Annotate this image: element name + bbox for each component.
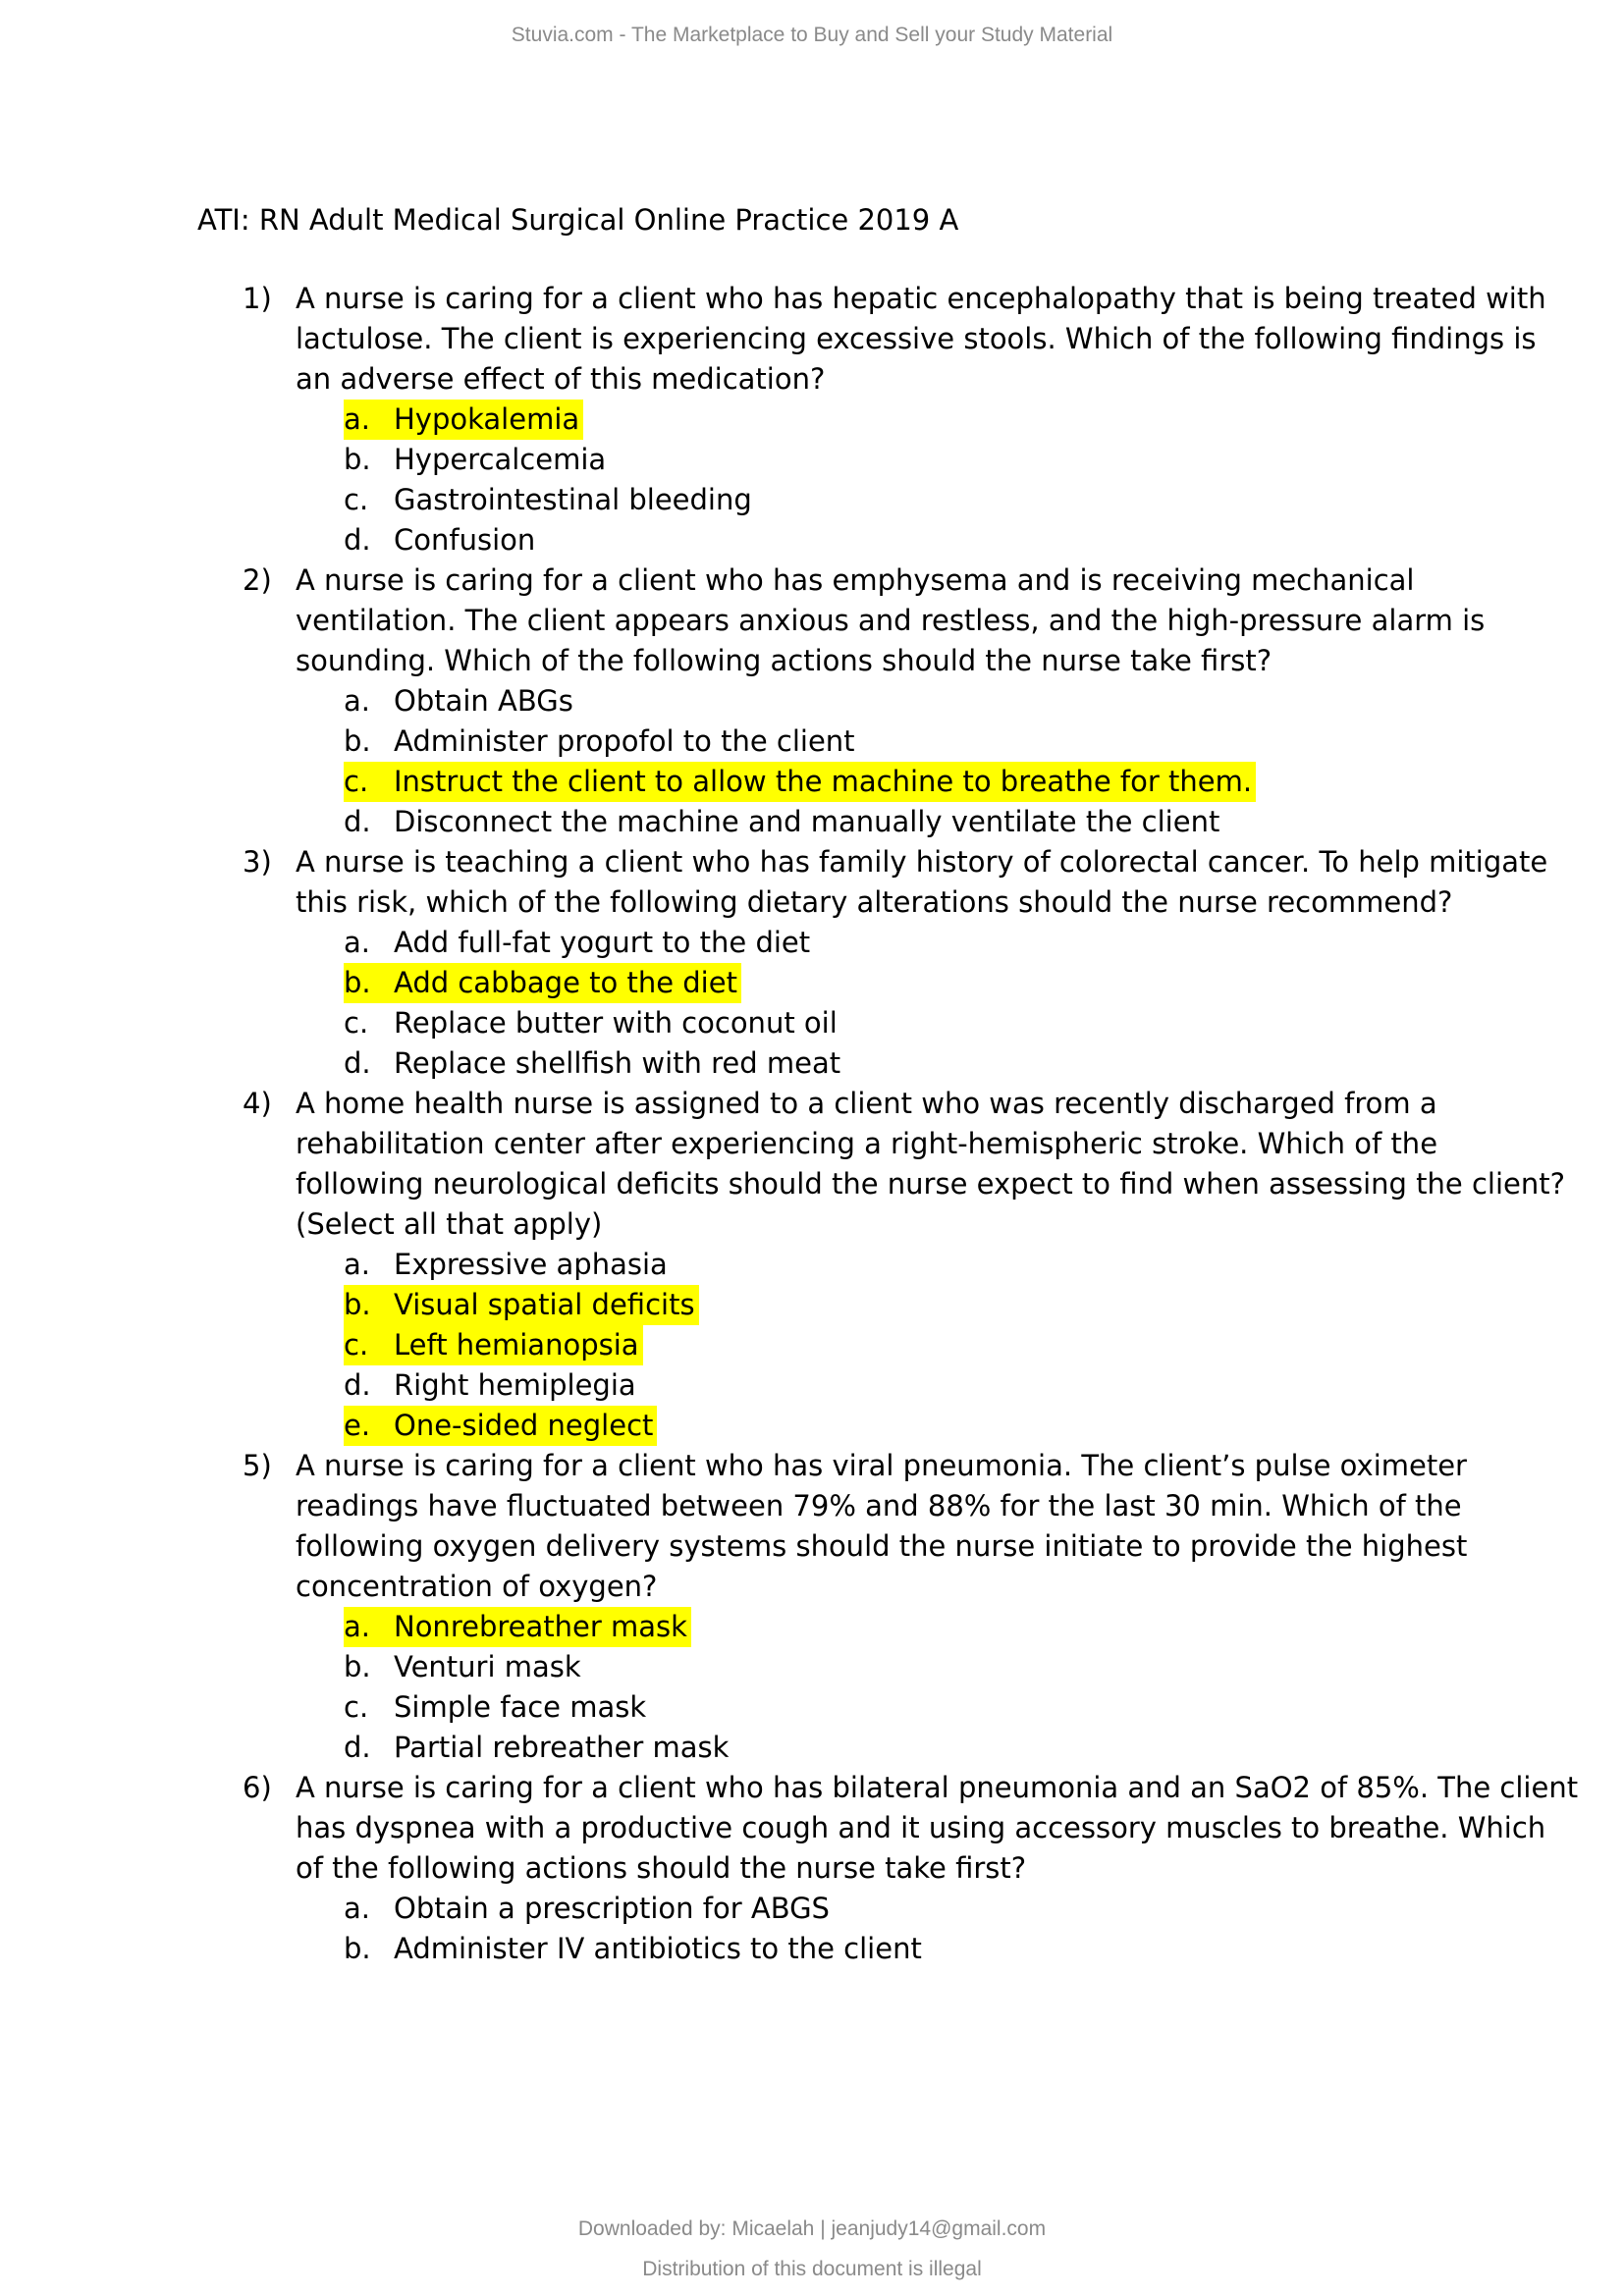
answer-option [0, 1245, 1624, 1285]
answer-options [0, 681, 1624, 842]
answer-option-body [344, 440, 610, 480]
answer-option-letter: b. [344, 1932, 371, 1965]
answer-option-text: Obtain ABGs [394, 684, 573, 718]
question-number: 5) [243, 1449, 272, 1482]
answer-option-highlighted [0, 1325, 1624, 1365]
question-stem-line: A nurse is caring for a client who has emphysema and is receiving mechanical [296, 563, 1415, 597]
answer-options [0, 923, 1624, 1084]
question-stem [296, 279, 1546, 400]
answer-option-text: Partial rebreather mask [394, 1731, 730, 1764]
answer-options [0, 1245, 1624, 1446]
answer-option-body [344, 681, 577, 721]
answer-option-text: One-sided neglect [394, 1409, 654, 1442]
answer-option-letter: d. [344, 805, 371, 838]
answer-option [0, 1728, 1624, 1768]
answer-option-body [344, 802, 1223, 842]
question-number: 2) [243, 563, 272, 597]
question-stem-line: concentration of oxygen? [296, 1570, 658, 1603]
answer-option-highlighted [0, 1285, 1624, 1325]
question-3 [0, 842, 1624, 1084]
answer-option-letter: a. [344, 1248, 370, 1281]
question-number: 6) [243, 1771, 272, 1804]
question-stem-line: following oxygen delivery systems should the nurse initiate to provide the highest [296, 1529, 1468, 1563]
question-stem-line: this risk, which of the following dietary alterations should the nurse recommend? [296, 885, 1453, 919]
answer-option-body [344, 1245, 672, 1285]
answer-option [0, 1647, 1624, 1687]
answer-option-text: Simple face mask [394, 1690, 647, 1724]
question-2 [0, 561, 1624, 842]
answer-option-text: Expressive aphasia [394, 1248, 668, 1281]
answer-option [0, 1365, 1624, 1406]
question-stem-line: readings have fluctuated between 79% and 88% for the last 30 min. Which of the [296, 1489, 1462, 1522]
question-stem-line: of the following actions should the nurse take first? [296, 1851, 1027, 1885]
answer-option-letter: b. [344, 443, 371, 476]
answer-option-highlighted [0, 963, 1624, 1003]
answer-option-letter: a. [344, 926, 370, 959]
answer-option-body [344, 1647, 585, 1687]
answer-option-body [344, 520, 539, 561]
answer-option-letter: a. [344, 402, 370, 436]
answer-option-body [344, 1365, 640, 1406]
answer-option-letter: c. [344, 483, 369, 516]
answer-option-text: Replace butter with coconut oil [394, 1006, 838, 1040]
answer-option-letter: a. [344, 684, 370, 718]
answer-option-body [344, 1929, 926, 1969]
answer-option-body [344, 1687, 650, 1728]
question-stem [296, 842, 1548, 923]
answer-option [0, 480, 1624, 520]
answer-option-body [344, 400, 583, 440]
answer-option-text: Right hemiplegia [394, 1368, 636, 1402]
answer-option-text: Obtain a prescription for ABGS [394, 1892, 830, 1925]
answer-option [0, 440, 1624, 480]
answer-option-body [344, 480, 756, 520]
question-stem-line: (Select all that apply) [296, 1207, 603, 1241]
footer-downloaded-by: Downloaded by: Micaelah | jeanjudy14@gmail.com [577, 2217, 1047, 2240]
answer-option-highlighted [0, 1607, 1624, 1647]
footer-distribution-notice: Distribution of this document is illegal [642, 2258, 982, 2280]
answer-option-text: Left hemianopsia [394, 1328, 639, 1362]
question-stem-line: A home health nurse is assigned to a client who was recently discharged from a [296, 1087, 1437, 1120]
answer-option-letter: c. [344, 1690, 369, 1724]
question-stem [296, 1768, 1579, 1889]
answer-options [0, 400, 1624, 561]
question-stem-line: following neurological deficits should the nurse expect to find when assessing the client? [296, 1167, 1566, 1201]
answer-option-letter: d. [344, 1046, 371, 1080]
answer-option-text: Hypokalemia [394, 402, 580, 436]
answer-option-highlighted [0, 400, 1624, 440]
answer-option-letter: c. [344, 1328, 369, 1362]
question-stem-line: A nurse is caring for a client who has hepatic encephalopathy that is being treated with [296, 282, 1546, 315]
answer-option [0, 1003, 1624, 1043]
answer-option-text: Administer IV antibiotics to the client [394, 1932, 922, 1965]
answer-option-body [344, 1043, 844, 1084]
question-list [0, 279, 1624, 1969]
answer-option [0, 802, 1624, 842]
question-stem-line: A nurse is caring for a client who has viral pneumonia. The client’s pulse oximeter [296, 1449, 1467, 1482]
question-5 [0, 1446, 1624, 1768]
answer-option-body [344, 1003, 841, 1043]
answer-option-text: Gastrointestinal bleeding [394, 483, 752, 516]
question-stem [296, 561, 1489, 681]
answer-option-letter: b. [344, 1650, 371, 1683]
answer-option-letter: c. [344, 1006, 369, 1040]
stuvia-header-banner: Stuvia.com - The Marketplace to Buy and Sell your Study Material [511, 24, 1113, 46]
answer-option-text: Visual spatial deficits [394, 1288, 695, 1321]
question-number: 4) [243, 1087, 272, 1120]
answer-option-body [344, 721, 859, 762]
answer-option-text: Replace shellfish with red meat [394, 1046, 841, 1080]
question-stem-line: has dyspnea with a productive cough and it using accessory muscles to breathe. Which [296, 1811, 1546, 1844]
answer-option [0, 923, 1624, 963]
answer-option-letter: a. [344, 1892, 370, 1925]
question-4 [0, 1084, 1624, 1446]
answer-option-letter: b. [344, 966, 371, 999]
answer-options [0, 1607, 1624, 1768]
answer-option-text: Hypercalcemia [394, 443, 607, 476]
question-stem-line: rehabilitation center after experiencing a right-hemispheric stroke. Which of the [296, 1127, 1438, 1160]
answer-option-text: Administer propofol to the client [394, 724, 855, 758]
answer-option-body [344, 1406, 657, 1446]
answer-option-text: Add cabbage to the diet [394, 966, 737, 999]
answer-option-highlighted [0, 762, 1624, 802]
answer-option [0, 1929, 1624, 1969]
answer-option [0, 721, 1624, 762]
answer-option-letter: c. [344, 765, 369, 798]
question-stem-line: A nurse is teaching a client who has family history of colorectal cancer. To help mitigate [296, 845, 1548, 879]
question-stem-line: sounding. Which of the following actions should the nurse take first? [296, 644, 1272, 677]
answer-option-body [344, 1285, 699, 1325]
answer-option [0, 681, 1624, 721]
answer-option-text: Instruct the client to allow the machine to breathe for them. [394, 765, 1253, 798]
answer-option-body [344, 1607, 691, 1647]
question-stem-line: ventilation. The client appears anxious and restless, and the high-pressure alarm is [296, 604, 1486, 637]
answer-option-letter: b. [344, 1288, 371, 1321]
question-number: 3) [243, 845, 272, 879]
answer-option [0, 1043, 1624, 1084]
question-stem-line: an adverse effect of this medication? [296, 362, 826, 396]
answer-option [0, 1889, 1624, 1929]
answer-option-letter: d. [344, 1368, 371, 1402]
answer-option-letter: b. [344, 724, 371, 758]
answer-option [0, 520, 1624, 561]
answer-options [0, 1889, 1624, 1969]
answer-option-text: Add full-fat yogurt to the diet [394, 926, 811, 959]
question-number: 1) [243, 282, 272, 315]
answer-option-letter: a. [344, 1610, 370, 1643]
document-title: ATI: RN Adult Medical Surgical Online Practice 2019 A [197, 203, 959, 237]
answer-option-body [344, 923, 814, 963]
question-stem-line: A nurse is caring for a client who has bilateral pneumonia and an SaO2 of 85%. The client [296, 1771, 1579, 1804]
answer-option-body [344, 1325, 643, 1365]
answer-option-letter: e. [344, 1409, 371, 1442]
answer-option-text: Venturi mask [394, 1650, 581, 1683]
question-stem-line: lactulose. The client is experiencing excessive stools. Which of the following findings is [296, 322, 1537, 355]
answer-option-letter: d. [344, 1731, 371, 1764]
question-stem [296, 1084, 1566, 1245]
question-6 [0, 1768, 1624, 1969]
answer-option-letter: d. [344, 523, 371, 557]
answer-option-highlighted [0, 1406, 1624, 1446]
answer-option-text: Nonrebreather mask [394, 1610, 687, 1643]
answer-option-body [344, 963, 741, 1003]
answer-option-body [344, 1889, 834, 1929]
answer-option [0, 1687, 1624, 1728]
answer-option-body [344, 1728, 732, 1768]
answer-option-text: Confusion [394, 523, 536, 557]
question-1 [0, 279, 1624, 561]
question-stem [296, 1446, 1489, 1607]
answer-option-body [344, 762, 1256, 802]
answer-option-text: Disconnect the machine and manually ventilate the client [394, 805, 1220, 838]
